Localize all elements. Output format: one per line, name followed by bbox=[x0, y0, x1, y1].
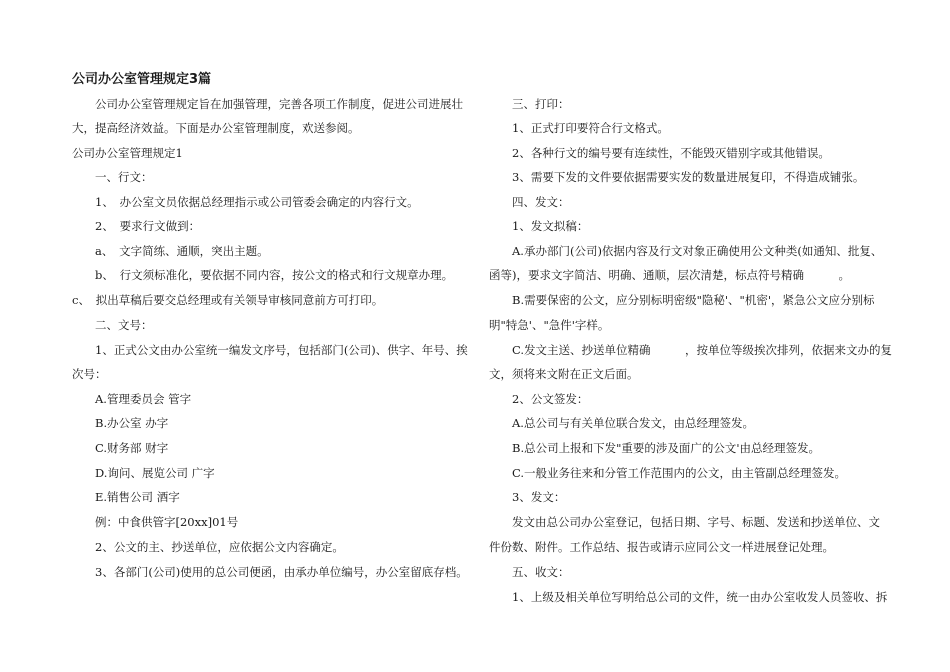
paragraph-line: 1、正式打印要符合行文格式。 bbox=[512, 121, 669, 135]
paragraph-line: 1、上级及相关单位写明给总公司的文件，统一由办公室收发人员签收、拆 bbox=[512, 590, 888, 604]
paragraph-line: B.需要保密的公文，应分别标明密级"隐秘'、"机密'，紧急公文应分别标 bbox=[512, 293, 875, 307]
paragraph-line: 3、发文： bbox=[512, 490, 566, 504]
paragraph-line: 大，提高经济效益。下面是办公室管理制度，欢送参阅。 bbox=[72, 121, 360, 135]
paragraph-line: C.发文主送、抄送单位精确 ，按单位等级挨次排列，依据来文办的复 bbox=[512, 343, 893, 357]
list-item: A.管理委员会 管字 bbox=[95, 392, 192, 406]
list-item: E.销售公司 酒字 bbox=[95, 490, 180, 504]
paragraph-line: 次号： bbox=[72, 367, 107, 381]
heading: 三、打印： bbox=[512, 97, 570, 111]
paragraph-line: 1、发文拟稿： bbox=[512, 219, 589, 233]
paragraph-line: 明"特急'、"急件'字样。 bbox=[489, 318, 610, 332]
paragraph-line: A.总公司与有关单位联合发文，由总经理签发。 bbox=[512, 416, 754, 430]
paragraph-line: 3、各部门(公司)使用的总公司便函，由承办单位编号，办公室留底存档。 bbox=[95, 565, 468, 579]
paragraph-line: 2、公文签发： bbox=[512, 392, 589, 406]
section-title: 公司办公室管理规定1 bbox=[72, 146, 183, 160]
paragraph-line: 2、公文的主、抄送单位，应依据公文内容确定。 bbox=[95, 540, 344, 554]
document-title: 公司办公室管理规定3篇 bbox=[72, 72, 212, 87]
paragraph-line: 例：中食供管字[20xx]01号 bbox=[95, 515, 239, 529]
paragraph-line: a、 文字简练、通顺，突出主题。 bbox=[95, 244, 269, 258]
paragraph-line: 函等)，要求文字简洁、明确、通顺，层次清楚，标点符号精确 。 bbox=[489, 268, 850, 282]
paragraph-line: C.一般业务往来和分管工作范围内的公文，由主管副总经理签发。 bbox=[512, 466, 847, 480]
list-item: B.办公室 办字 bbox=[95, 416, 169, 430]
paragraph-line: A.承办部门(公司)依据内容及行文对象正确使用公文种类(如通知、批复、 bbox=[512, 244, 883, 258]
list-item: D.询问、展览公司 广字 bbox=[95, 466, 215, 480]
paragraph-line: B.总公司上报和下发"重要的涉及面广的公文'由总经理签发。 bbox=[512, 441, 821, 455]
heading: 四、发文： bbox=[512, 195, 570, 209]
paragraph-line: 1、正式公文由办公室统一编发文序号，包括部门(公司)、供字、年号、挨 bbox=[95, 343, 468, 357]
heading: 二、文号： bbox=[95, 318, 153, 332]
paragraph-line: 文，须将来文附在正文后面。 bbox=[489, 367, 639, 381]
paragraph-line: 发文由总公司办公室登记，包括日期、字号、标题、发送和抄送单位、文 bbox=[512, 515, 880, 529]
paragraph-line: b、 行文须标准化，要依据不同内容，按公文的格式和行文规章办理。 bbox=[95, 268, 454, 282]
heading: 一、行文： bbox=[95, 170, 153, 184]
list-item: C.财务部 财字 bbox=[95, 441, 169, 455]
paragraph-line: 3、需要下发的文件要依据需要实发的数量进展复印，不得造成铺张。 bbox=[512, 170, 865, 184]
paragraph-line: 2、 要求行文做到： bbox=[95, 219, 201, 233]
paragraph-line: 1、 办公室文员依据总经理指示或公司管委会确定的内容行文。 bbox=[95, 195, 419, 209]
paragraph-line: 公司办公室管理规定旨在加强管理，完善各项工作制度，促进公司进展壮 bbox=[95, 97, 463, 111]
paragraph-line: 件份数、附件。工作总结、报告或请示应同公文一样进展登记处理。 bbox=[489, 540, 834, 554]
heading: 五、收文： bbox=[512, 565, 570, 579]
paragraph-line: c、 拟出草稿后要交总经理或有关领导审核同意前方可打印。 bbox=[72, 293, 384, 307]
paragraph-line: 2、各种行文的编号要有连续性，不能毁灭错别字或其他错误。 bbox=[512, 146, 830, 160]
